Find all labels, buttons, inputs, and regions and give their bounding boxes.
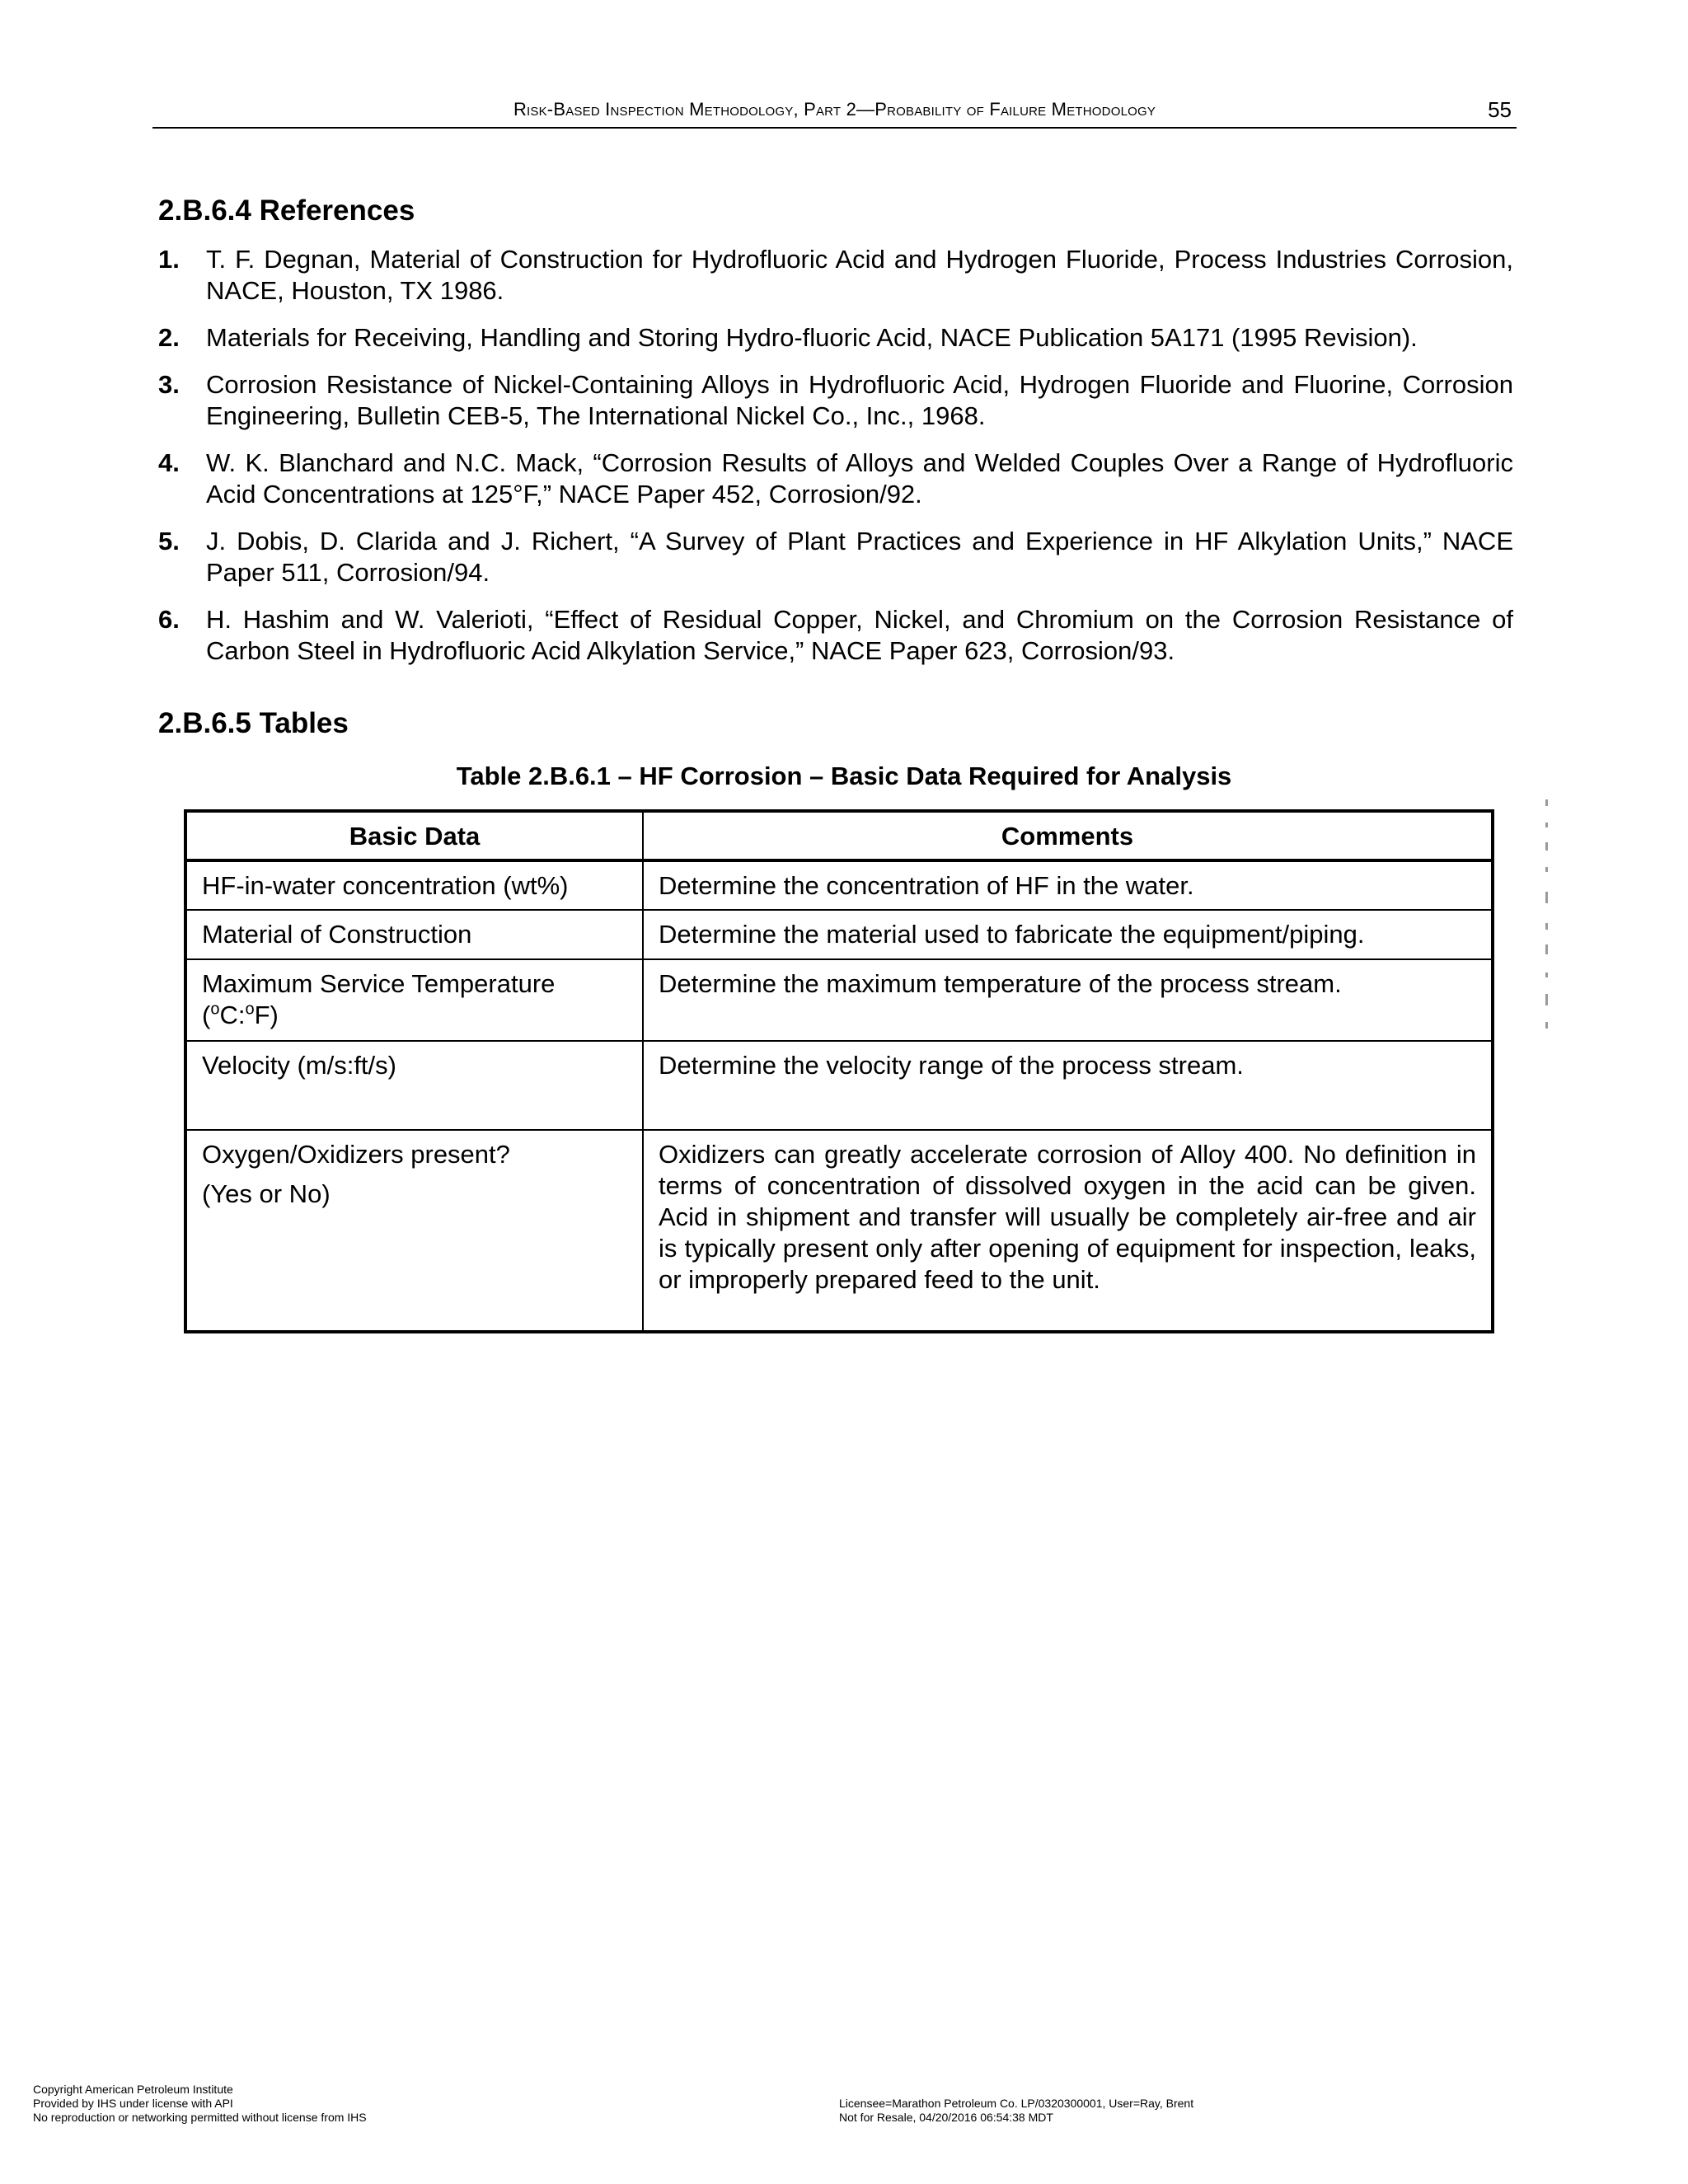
degree-sign: o bbox=[245, 1000, 255, 1019]
footer-line: Copyright American Petroleum Institute bbox=[33, 2083, 233, 2096]
table-caption: Table 2.B.6.1 – HF Corrosion – Basic Data Required for Analysis bbox=[456, 762, 1232, 790]
reference-number: 2. bbox=[158, 323, 180, 352]
reference-text: H. Hashim and W. Valerioti, “Effect of Residual Copper, Nickel, and Chromium on the Corrosion Resistance of Carbon Steel in Hydrofluoric Acid Alkylation Service,” NACE Paper 623, Corrosion/93. bbox=[206, 605, 1513, 665]
footer-line: Licensee=Marathon Petroleum Co. LP/0320300001, User=Ray, Brent bbox=[839, 2097, 1194, 2110]
tables-heading: 2.B.6.5 Tables bbox=[158, 707, 349, 739]
unit-celsius: C: bbox=[219, 1001, 246, 1029]
reference-number: 3. bbox=[158, 370, 180, 399]
column-header-comments: Comments bbox=[643, 811, 1493, 860]
reference-number: 6. bbox=[158, 605, 180, 634]
running-header bbox=[152, 97, 1517, 129]
reference-number: 5. bbox=[158, 527, 180, 555]
basic-data-cell: HF-in-water concentration (wt%) bbox=[185, 860, 643, 910]
table-row bbox=[185, 1041, 1493, 1130]
footer-license bbox=[839, 2097, 1193, 2125]
table-header-row bbox=[185, 811, 1493, 860]
footer-line: Provided by IHS under license with API bbox=[33, 2097, 233, 2110]
reference-number: 1. bbox=[158, 245, 180, 274]
reference-text: J. Dobis, D. Clarida and J. Richert, “A Survey of Plant Practices and Experience in HF Alkylation Units,” NACE Paper 511, Corrosion/94. bbox=[206, 527, 1513, 587]
column-header-basic-data: Basic Data bbox=[185, 811, 643, 860]
footer-line: No reproduction or networking permitted without license from IHS bbox=[33, 2111, 367, 2124]
comment-cell: Oxidizers can greatly accelerate corrosion of Alloy 400. No definition in terms of concentration of dissolved oxygen in the acid can be given. Acid in shipment and transfer will usually be completely air-free and air is typically present only after opening of equipment for inspection, leaks, or improperly prepared feed to the unit. bbox=[643, 1130, 1493, 1332]
reference-text: Corrosion Resistance of Nickel-Containing Alloys in Hydrofluoric Acid, Hydrogen Fluoride and Fluorine, Corrosion Engineering, Bulletin CEB-5, The International Nickel Co., Inc., 1968. bbox=[206, 370, 1513, 430]
reference-text: Materials for Receiving, Handling and Storing Hydro-fluoric Acid, NACE Publication 5A171 (1995 Revision). bbox=[206, 323, 1418, 352]
page-number: 55 bbox=[1488, 97, 1512, 122]
table-row bbox=[185, 860, 1493, 910]
basic-data-cell: Velocity (m/s:ft/s) bbox=[185, 1041, 643, 1130]
reference-item bbox=[158, 526, 1513, 588]
reference-number: 4. bbox=[158, 448, 180, 477]
footer-copyright bbox=[33, 2083, 367, 2125]
footer-line: Not for Resale, 04/20/2016 06:54:38 MDT bbox=[839, 2111, 1053, 2124]
degree-sign: o bbox=[210, 1000, 220, 1019]
unit-open-paren: ( bbox=[202, 1001, 211, 1029]
reference-text: T. F. Degnan, Material of Construction for Hydrofluoric Acid and Hydrogen Fluoride, Process Industries Corrosion, NACE, Houston, TX 1986. bbox=[206, 245, 1513, 305]
comment-cell: Determine the material used to fabricate the equipment/piping. bbox=[643, 910, 1493, 959]
reference-item bbox=[158, 322, 1513, 354]
basic-data-table bbox=[184, 809, 1494, 1333]
reference-text: W. K. Blanchard and N.C. Mack, “Corrosion Results of Alloys and Welded Couples Over a Range of Hydrofluoric Acid Concentrations at 125°F,” NACE Paper 452, Corrosion/92. bbox=[206, 448, 1513, 509]
unit-fahrenheit: F) bbox=[254, 1001, 279, 1029]
reference-item bbox=[158, 244, 1513, 307]
comment-cell: Determine the concentration of HF in the water. bbox=[643, 860, 1493, 910]
references-list bbox=[158, 244, 1513, 682]
references-heading: 2.B.6.4 References bbox=[158, 194, 415, 227]
basic-data-label: Maximum Service Temperature bbox=[202, 969, 556, 998]
basic-data-note: (Yes or No) bbox=[202, 1179, 331, 1208]
running-header-title: Risk-Based Inspection Methodology, Part 2—Probability of Failure Methodology bbox=[513, 99, 1156, 120]
basic-data-cell bbox=[185, 1130, 643, 1332]
comment-cell: Determine the maximum temperature of the process stream. bbox=[643, 959, 1493, 1041]
table-row bbox=[185, 1130, 1493, 1332]
reference-item bbox=[158, 604, 1513, 667]
basic-data-cell: Material of Construction bbox=[185, 910, 643, 959]
margin-scan-marks bbox=[1545, 799, 1550, 1038]
basic-data-cell bbox=[185, 959, 643, 1041]
table-row bbox=[185, 910, 1493, 959]
reference-item bbox=[158, 369, 1513, 432]
temperature-units bbox=[202, 1000, 627, 1031]
reference-item bbox=[158, 448, 1513, 510]
comment-cell: Determine the velocity range of the process stream. bbox=[643, 1041, 1493, 1130]
basic-data-label: Oxygen/Oxidizers present? bbox=[202, 1140, 510, 1169]
table-row bbox=[185, 959, 1493, 1041]
